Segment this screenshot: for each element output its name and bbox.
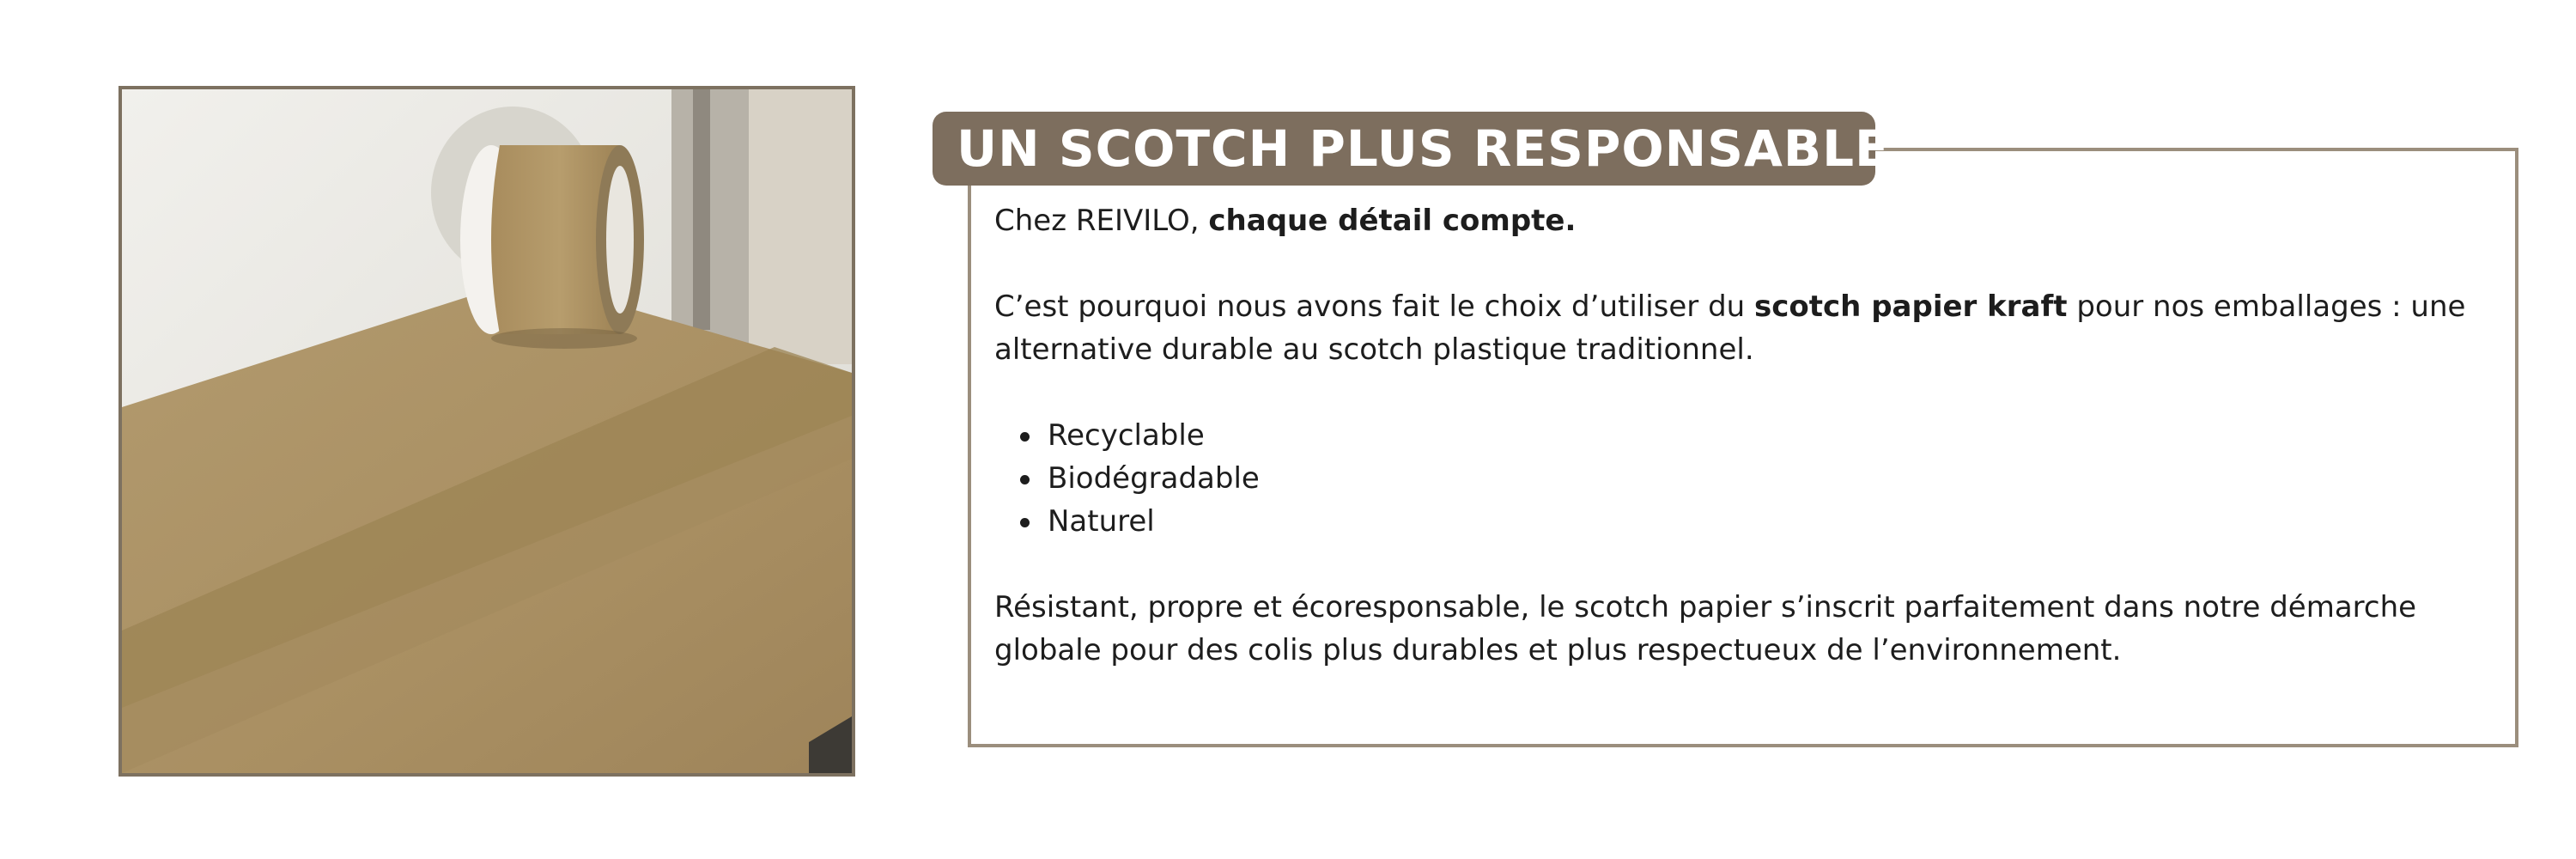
bullet-icon — [1020, 475, 1030, 484]
intro-paragraph — [994, 199, 2497, 242]
section-content — [994, 199, 2497, 672]
kraft-paragraph-before: C’est pourquoi nous avons fait le choix d’utiliser du — [994, 289, 1755, 324]
bullet-icon — [1020, 432, 1030, 442]
bullet-icon — [1020, 518, 1030, 527]
list-item — [1048, 500, 2497, 543]
list-item-label: Biodégradable — [1048, 461, 1260, 496]
list-item-label: Naturel — [1048, 504, 1155, 539]
closing-paragraph: Résistant, propre et écoresponsable, le scotch papier s’inscrit parfaitement dans notre démarche globale pour des colis plus durables et plus respectueux de l’environnement. — [994, 590, 2417, 667]
kraft-paragraph-after: pour nos emballages : une alternative durable au scotch plastique traditionnel. — [994, 289, 2466, 367]
benefits-list — [994, 414, 2497, 543]
product-photo — [118, 86, 855, 777]
list-item — [1048, 457, 2497, 500]
list-item-label: Recyclable — [1048, 418, 1205, 453]
list-item — [1048, 414, 2497, 457]
kraft-paragraph — [994, 285, 2497, 371]
intro-bold: chaque détail compte. — [1208, 204, 1577, 238]
section-title: UN SCOTCH PLUS RESPONSABLE — [957, 119, 1890, 178]
kraft-tape-photo-illustration — [122, 89, 852, 773]
section-title-tab — [933, 112, 1890, 186]
intro-lead: Chez REIVILO, — [994, 204, 1209, 238]
kraft-paragraph-bold: scotch papier kraft — [1754, 289, 2068, 324]
